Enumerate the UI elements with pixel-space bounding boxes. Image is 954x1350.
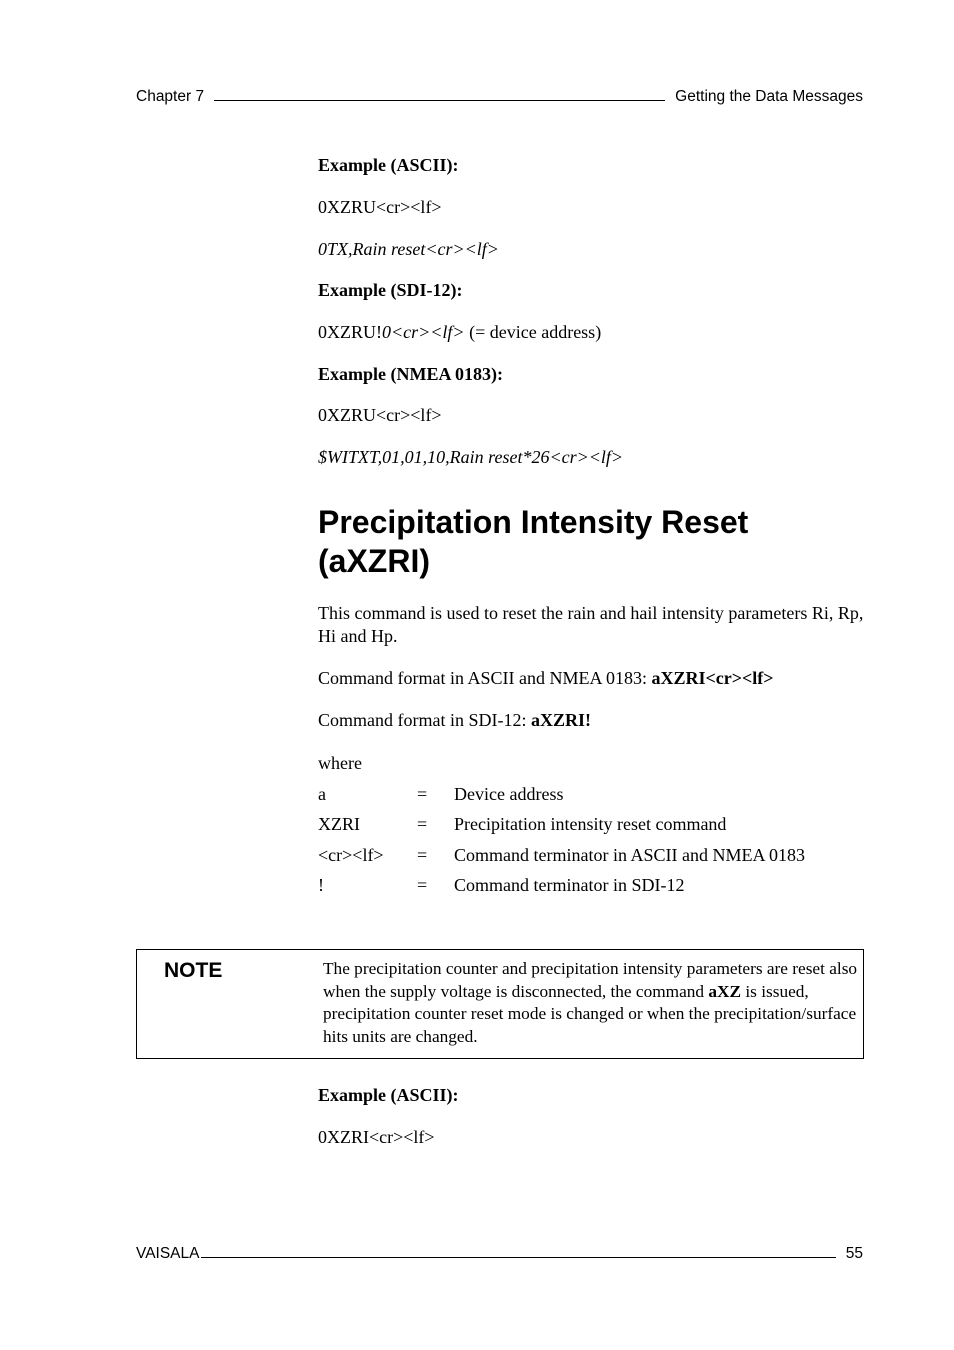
footer-rule bbox=[201, 1257, 835, 1258]
example-ascii-heading: Example (ASCII): bbox=[318, 155, 459, 175]
sdi-response-part: 0<cr><lf> bbox=[382, 322, 465, 342]
definition-equals: = bbox=[417, 784, 428, 804]
command-format-sdi-label: Command format in SDI-12: bbox=[318, 710, 531, 730]
note-text-part: is issued, precipitation counter reset mode is changed or when the precipitation/surface hits units are changed. bbox=[323, 981, 857, 1046]
command-format-ascii bbox=[318, 667, 774, 689]
page-number: 55 bbox=[845, 1245, 863, 1262]
command-format-ascii-label: Command format in ASCII and NMEA 0183: bbox=[318, 668, 652, 688]
definition-term: XZRI bbox=[318, 814, 360, 834]
definition-description: Device address bbox=[454, 784, 564, 804]
definition-equals: = bbox=[417, 845, 428, 865]
example-sdi-command bbox=[318, 321, 601, 343]
definition-description: Command terminator in ASCII and NMEA 0183 bbox=[454, 845, 805, 865]
header-rule bbox=[214, 100, 665, 101]
example-ascii-response: 0TX,Rain reset<cr><lf> bbox=[318, 239, 499, 259]
example-ascii-heading-2: Example (ASCII): bbox=[318, 1085, 459, 1105]
sdi-command-part: 0XZRU! bbox=[318, 322, 382, 342]
note-text bbox=[323, 958, 858, 1048]
footer-brand: VAISALA bbox=[136, 1245, 200, 1262]
definition-term: <cr><lf> bbox=[318, 845, 384, 865]
section-intro: This command is used to reset the rain and hail intensity parameters Ri, Rp, Hi and Hp. bbox=[318, 603, 864, 646]
command-format-sdi-cmd: aXZRI! bbox=[530, 710, 591, 730]
running-header bbox=[136, 86, 863, 106]
example-sdi-heading: Example (SDI-12): bbox=[318, 280, 463, 300]
example-nmea-heading: Example (NMEA 0183): bbox=[318, 364, 503, 384]
example-nmea-response: $WITXT,01,01,10,Rain reset*26<cr><lf> bbox=[318, 447, 624, 467]
note-command: aXZ bbox=[708, 981, 742, 1001]
running-footer bbox=[136, 1243, 863, 1263]
chapter-title: Getting the Data Messages bbox=[675, 88, 863, 105]
example-nmea-command: 0XZRU<cr><lf> bbox=[318, 405, 442, 425]
definition-term: ! bbox=[318, 875, 324, 895]
note-box bbox=[136, 949, 864, 1059]
definition-term: a bbox=[318, 784, 326, 804]
note-label: NOTE bbox=[164, 959, 223, 982]
example-ascii-command-2: 0XZRI<cr><lf> bbox=[318, 1127, 435, 1147]
section-title: Precipitation Intensity Reset (aXZRI) bbox=[318, 504, 749, 579]
definition-equals: = bbox=[417, 814, 428, 834]
note-text-part: The precipitation counter and precipitation intensity parameters are reset also when the supply voltage is disconnected, the command bbox=[323, 959, 858, 1001]
chapter-label: Chapter 7 bbox=[136, 88, 205, 105]
where-label: where bbox=[318, 753, 362, 773]
example-ascii-command: 0XZRU<cr><lf> bbox=[318, 197, 442, 217]
definition-description: Precipitation intensity reset command bbox=[454, 814, 727, 834]
definition-description: Command terminator in SDI-12 bbox=[454, 875, 685, 895]
command-format-ascii-cmd: aXZRI<cr><lf> bbox=[651, 668, 774, 688]
definition-equals: = bbox=[417, 875, 428, 895]
command-format-sdi bbox=[318, 709, 591, 731]
sdi-note-part: (= device address) bbox=[464, 322, 602, 342]
